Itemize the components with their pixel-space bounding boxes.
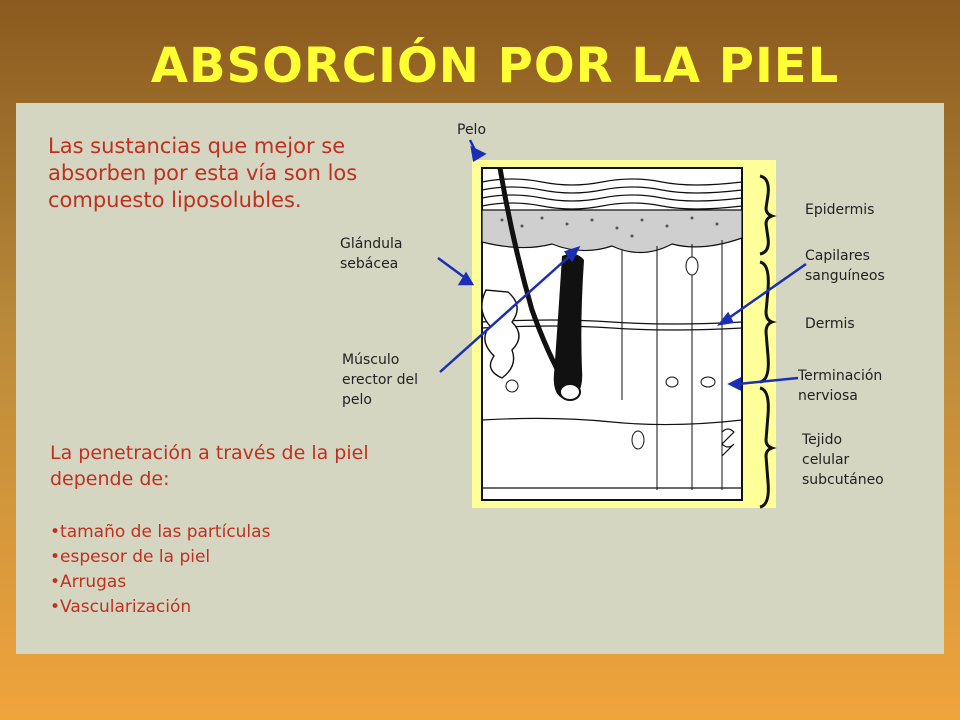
label-glandula: Glándula sebácea xyxy=(340,236,403,272)
page-title: ABSORCIÓN POR LA PIEL xyxy=(150,38,840,94)
label-pelo: Pelo xyxy=(457,122,487,138)
list-item: • tamaño de las partículas xyxy=(50,520,270,545)
label-epidermis: Epidermis xyxy=(805,202,875,218)
label-terminacion: Terminación nerviosa xyxy=(798,368,883,404)
layer-braces xyxy=(760,176,772,507)
arrows xyxy=(438,140,806,389)
list-item: • Arrugas xyxy=(50,570,270,595)
label-tejido: Tejido celular subcutáneo xyxy=(802,432,884,488)
label-capilares: Capilares sanguíneos xyxy=(805,248,885,284)
list-item: • espesor de la piel xyxy=(50,545,270,570)
label-dermis: Dermis xyxy=(805,316,855,332)
depends-text: La penetración a través de la piel depende de: xyxy=(50,442,369,490)
intro-text: Las sustancias que mejor se absorben por esta vía son los compuesto liposolubles. xyxy=(48,134,358,212)
label-musculo: Músculo erector del pelo xyxy=(342,352,419,408)
list-item: • Vascularización xyxy=(50,595,270,620)
